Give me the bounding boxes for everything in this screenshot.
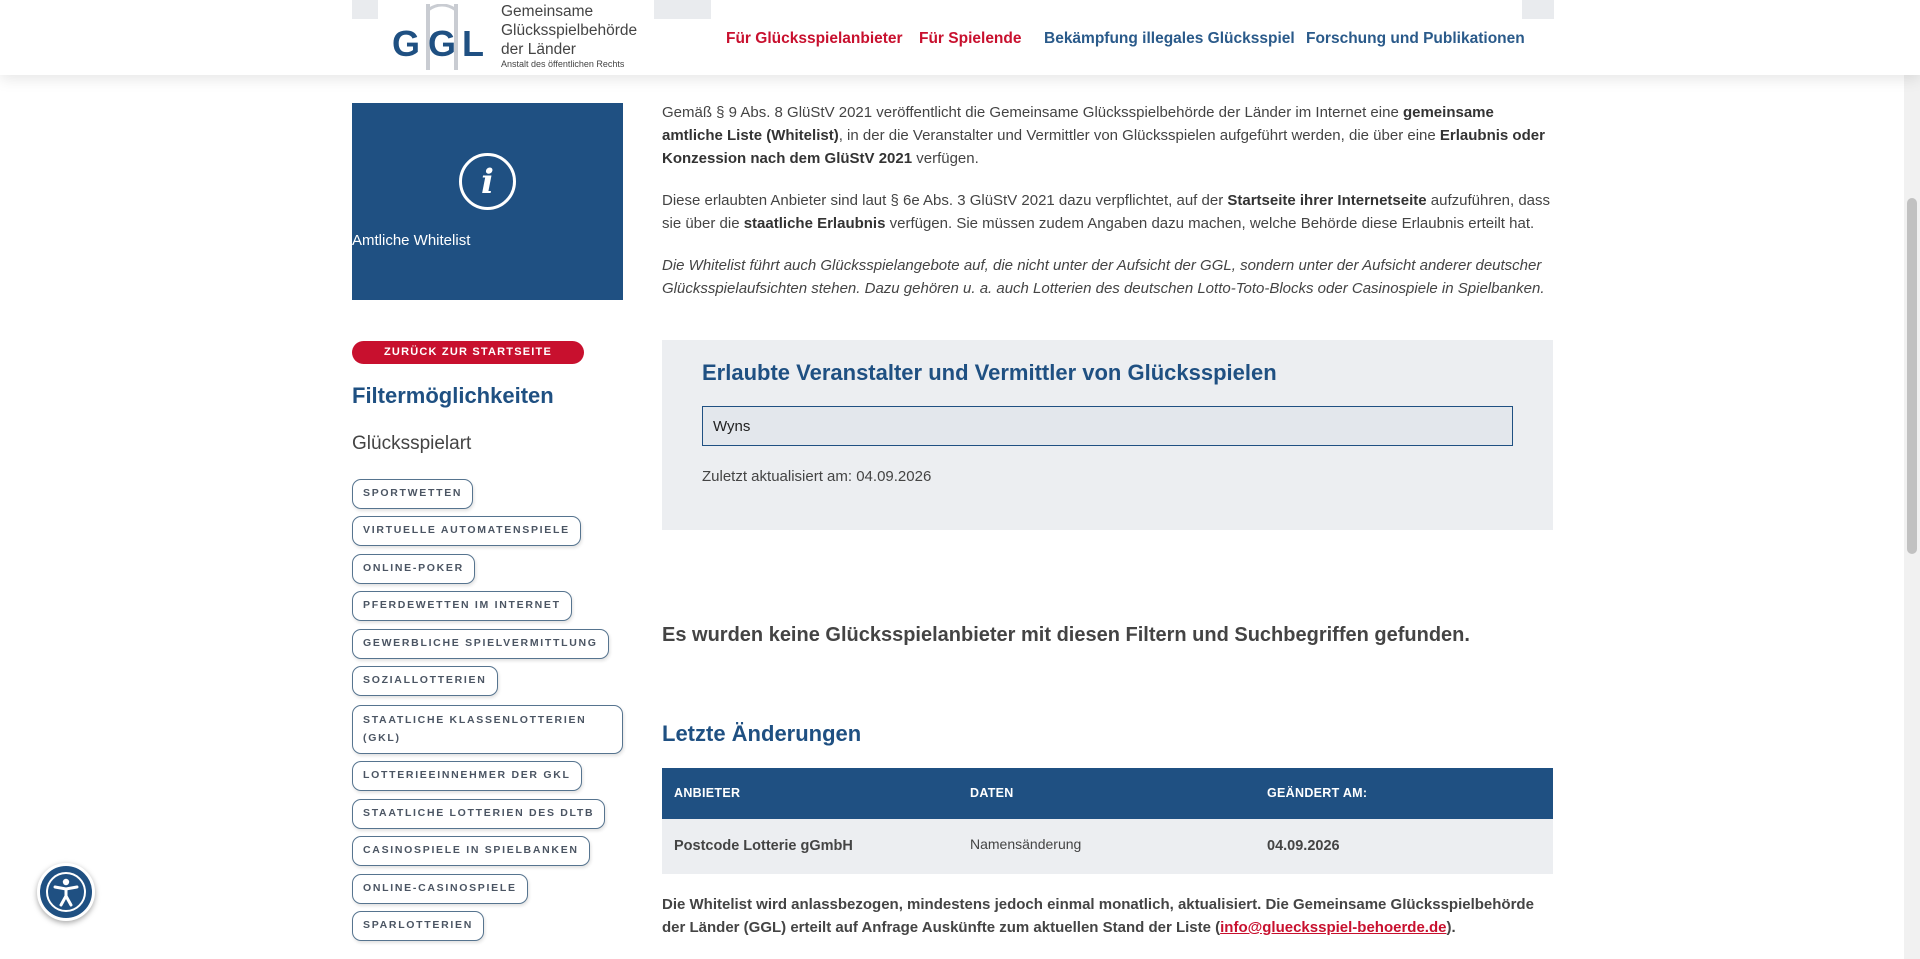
search-panel [662, 340, 1553, 530]
filter-chip-pferdewetten[interactable]: PFERDEWETTEN IM INTERNET [352, 591, 572, 621]
header-strip-left [352, 0, 378, 19]
info-box-label: Amtliche Whitelist [352, 232, 471, 249]
filter-subtitle: Glücksspielart [352, 433, 472, 454]
filter-chip-online-poker[interactable]: ONLINE-POKER [352, 554, 475, 584]
search-input[interactable] [702, 406, 1513, 446]
ggl-logo-icon [390, 4, 496, 70]
filter-chip-lotterieeinnehmer[interactable]: LOTTERIEEINNEHMER DER GKL [352, 761, 582, 791]
filter-chip-gewerbliche-spielvermittlung[interactable]: GEWERBLICHE SPIELVERMITTLUNG [352, 629, 609, 659]
recent-changes-title: Letzte Änderungen [662, 721, 862, 746]
filter-chip-online-casinospiele[interactable]: ONLINE-CASINOSPIELE [352, 874, 528, 904]
email-link[interactable]: info@gluecksspiel-behoerde.de [1220, 919, 1447, 936]
info-icon: i [459, 153, 516, 210]
nav-illegal-gambling[interactable]: Bekämpfung illegales Glücksspiel [1044, 30, 1295, 47]
header-strip-mid [654, 0, 711, 19]
search-panel-title: Erlaubte Veranstalter und Vermittler von Glücksspielen [702, 360, 1277, 385]
cell-date: 04.09.2026 [1267, 838, 1340, 854]
filter-title: Filtermöglichkeiten [352, 383, 554, 408]
filter-chip-spielbanken[interactable]: CASINOSPIELE IN SPIELBANKEN [352, 836, 590, 866]
no-results-message: Es wurden keine Glücksspielanbieter mit diesen Filtern und Suchbegriffen gefunden. [662, 624, 1470, 646]
accessibility-icon[interactable] [37, 863, 95, 921]
changes-table [662, 768, 1553, 874]
logo-subtext: Anstalt des öffentlichen Rechts [501, 59, 625, 69]
nav-research[interactable]: Forschung und Publikationen [1306, 30, 1525, 47]
cell-provider: Postcode Lotterie gGmbH [674, 838, 853, 854]
scrollbar-thumb[interactable] [1907, 198, 1917, 554]
whitelist-info-box [352, 103, 623, 300]
filter-chip-sparlotterien[interactable]: SPARLOTTERIEN [352, 911, 484, 941]
nav-providers[interactable]: Für Glücksspielanbieter [726, 30, 903, 47]
site-header [0, 0, 1920, 75]
filter-chip-soziallotterien[interactable]: SOZIALLOTTERIEN [352, 666, 498, 696]
filter-chip-klassenlotterien[interactable]: STAATLICHE KLASSENLOTTERIEN (GKL) [352, 705, 623, 754]
back-to-home-button[interactable]: ZURÜCK ZUR STARTSEITE [352, 341, 584, 364]
intro-paragraph-2: Diese erlaubten Anbieter sind laut § 6e Abs. 3 GlüStV 2021 dazu verpflichtet, auf der Startseite ihrer Internetseite aufzuführen, dass sie über die staatliche Erlaubnis verfügen. Sie müssen zudem Angaben dazu machen, welche Behörde diese Erlaubnis erteilt hat. [662, 192, 1551, 232]
intro-paragraph-1: Gemäß § 9 Abs. 8 GlüStV 2021 veröffentlicht die Gemeinsame Glücksspielbehörde der Länder im Internet eine gemeinsame amtliche Liste (Whitelist), in der die Veranstalter und Vermittler von Glücksspielen aufgeführt werden, die über eine Erlaubnis oder Konzession nach dem GlüStV 2021 verfügen. [662, 104, 1545, 167]
header-provider: ANBIETER [674, 786, 741, 800]
last-updated: Zuletzt aktualisiert am: 04.09.2026 [702, 468, 932, 485]
logo[interactable] [378, 0, 654, 74]
filter-chip-virtuelle-automatenspiele[interactable]: VIRTUELLE AUTOMATENSPIELE [352, 516, 581, 546]
cell-data: Namensänderung [970, 836, 1082, 852]
table-row [662, 819, 1553, 874]
filter-chip-dltb[interactable]: STAATLICHE LOTTERIEN DES DLTB [352, 799, 605, 829]
header-strip-right [1522, 0, 1554, 19]
svg-text:G: G [428, 23, 457, 64]
logo-text: Gemeinsame Glücksspielbehörde der Länder [501, 3, 638, 58]
footer-note: Die Whitelist wird anlassbezogen, mindestens jedoch einmal monatlich, aktualisiert. Die Gemeinsame Glücksspielbehörde der Länder (GGL) erteilt auf Anfrage Auskünfte zum aktuellen Stand der Liste (info@gluecksspiel-behoerde.de). [662, 896, 1534, 936]
filter-chip-sportwetten[interactable]: SPORTWETTEN [352, 479, 473, 509]
svg-text:L: L [462, 23, 484, 64]
logo-letters: G [392, 23, 421, 64]
header-changed-at: GEÄNDERT AM: [1267, 786, 1368, 800]
intro-paragraph-3: Die Whitelist führt auch Glücksspielangebote auf, die nicht unter der Aufsicht der GGL, sondern unter der Aufsicht anderer deutscher Glücksspielaufsichten stehen. Dazu gehören u. a. auch Lotterien des deutschen Lotto-Toto-Blocks oder Casinospiele in Spielbanken. [662, 257, 1545, 297]
nav-players[interactable]: Für Spielende [919, 30, 1022, 47]
header-data: DATEN [970, 786, 1014, 800]
table-header [662, 768, 1553, 819]
